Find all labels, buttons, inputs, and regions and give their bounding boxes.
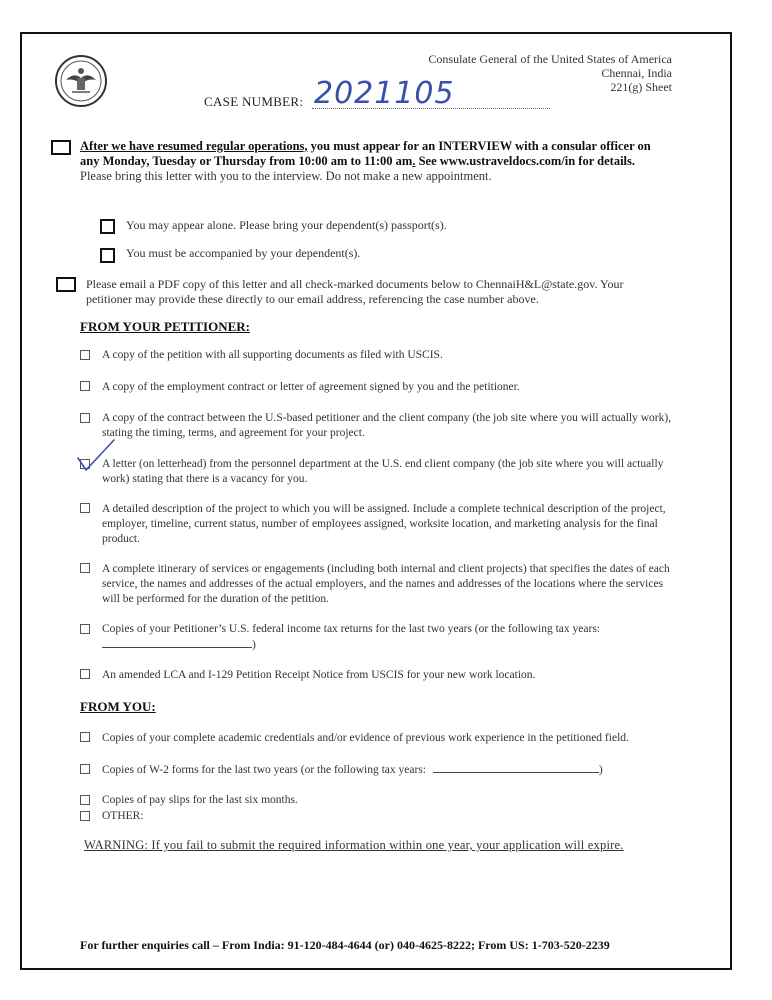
interview-period: . bbox=[412, 154, 416, 168]
tax-years-blank[interactable] bbox=[102, 637, 252, 648]
w2-checkbox[interactable] bbox=[80, 764, 90, 774]
tax-returns-checkbox[interactable] bbox=[80, 624, 90, 634]
petitioner-item-6: A complete itinerary of services or engagements (including both internal and client projects) that specifies the dates of each service, the names and addresses of the actual employers, and the names and addresses of the locations where the services will be performed for the duration of the petition. bbox=[102, 563, 670, 605]
itinerary-checkbox[interactable] bbox=[80, 563, 90, 573]
us-seal-icon bbox=[54, 54, 108, 108]
interview-underlined: After we have resumed regular operations, bbox=[80, 139, 308, 153]
academic-checkbox[interactable] bbox=[80, 732, 90, 742]
header-line-1: Consulate General of the United States of America bbox=[428, 52, 672, 66]
warning-text: WARNING: If you fail to submit the required information within one year, your application will expire. bbox=[84, 838, 624, 852]
tax-returns-text: Copies of your Petitioner’s U.S. federal income tax returns for the last two years (or the following tax years: bbox=[102, 623, 600, 635]
you-item-3: Copies of pay slips for the last six months. bbox=[102, 794, 298, 806]
header-line-2: Chennai, India bbox=[601, 66, 672, 80]
petitioner-item-5: A detailed description of the project to which you will be assigned. Include a complete technical description of the project, employer, timeline, current status, number of employees assigned, worksite location, and marketing analysis for the final product. bbox=[102, 503, 666, 545]
petitioner-item-7 bbox=[102, 622, 672, 653]
client-contract-checkbox[interactable] bbox=[80, 413, 90, 423]
w2-years-blank[interactable] bbox=[433, 762, 599, 773]
header-line-3: 221(g) Sheet bbox=[610, 80, 672, 94]
case-number-value: 2021105 bbox=[314, 76, 455, 111]
petitioner-item-2: A copy of the employment contract or letter of agreement signed by you and the petitioner. bbox=[102, 381, 520, 393]
you-heading: FROM YOU: bbox=[80, 699, 156, 714]
appear-alone-checkbox[interactable] bbox=[100, 219, 115, 234]
other-checkbox[interactable] bbox=[80, 811, 90, 821]
petitioner-item-4: A letter (on letterhead) from the personnel department at the U.S. end client company (the job site where you will actually work) stating that there is a vacancy for you. bbox=[102, 458, 664, 485]
you-item-2 bbox=[102, 762, 672, 778]
you-item-1: Copies of your complete academic credentials and/or evidence of previous work experience in the petitioned field. bbox=[102, 732, 629, 744]
footer-contact: For further enquiries call – From India: 91-120-484-4644 (or) 040-4625-8222; From US: 1-703-520-2239 bbox=[80, 938, 610, 952]
consulate-header bbox=[428, 52, 672, 94]
petitioner-item-1: A copy of the petition with all supporting documents as filed with USCIS. bbox=[102, 349, 443, 361]
you-item-4: OTHER: bbox=[102, 810, 144, 822]
interview-bold: you must appear for an INTERVIEW with a consular officer on any Monday, Tuesday or Thursday from 10:00 am to 11:00 am bbox=[80, 139, 651, 168]
interview-see: See www.ustraveldocs.com/in for details. bbox=[415, 154, 636, 168]
tax-years-close: ) bbox=[252, 639, 256, 651]
w2-close: ) bbox=[598, 764, 603, 776]
project-description-checkbox[interactable] bbox=[80, 503, 90, 513]
pay-slips-checkbox[interactable] bbox=[80, 795, 90, 805]
interview-paragraph bbox=[80, 139, 670, 184]
accompanied-text: You must be accompanied by your dependent(s). bbox=[126, 246, 361, 260]
petitioner-item-8: An amended LCA and I-129 Petition Receipt Notice from USCIS for your new work location. bbox=[102, 669, 536, 681]
interview-checkbox[interactable] bbox=[51, 140, 71, 155]
petitioner-heading: FROM YOUR PETITIONER: bbox=[80, 319, 250, 334]
email-checkbox[interactable] bbox=[56, 277, 76, 292]
case-number-label: CASE NUMBER: bbox=[204, 94, 304, 109]
employment-contract-checkbox[interactable] bbox=[80, 381, 90, 391]
case-number-line bbox=[312, 108, 550, 109]
petition-copy-checkbox[interactable] bbox=[80, 350, 90, 360]
interview-normal: Please bring this letter with you to the interview. Do not make a new appointment. bbox=[80, 169, 492, 183]
email-paragraph: Please email a PDF copy of this letter and all check-marked documents below to ChennaiH&L@state.gov. Your petitioner may provide these directly to our email address, referencing the case number above. bbox=[86, 277, 624, 306]
petitioner-item-3: A copy of the contract between the U.S-based petitioner and the client company (the job site where you will actually work), stating the timing, terms, and agreement for your project. bbox=[102, 412, 672, 439]
appear-alone-text: You may appear alone. Please bring your dependent(s) passport(s). bbox=[126, 218, 447, 232]
lca-checkbox[interactable] bbox=[80, 669, 90, 679]
w2-text: Copies of W-2 forms for the last two years (or the following tax years: bbox=[102, 764, 426, 776]
accompanied-checkbox[interactable] bbox=[100, 248, 115, 263]
